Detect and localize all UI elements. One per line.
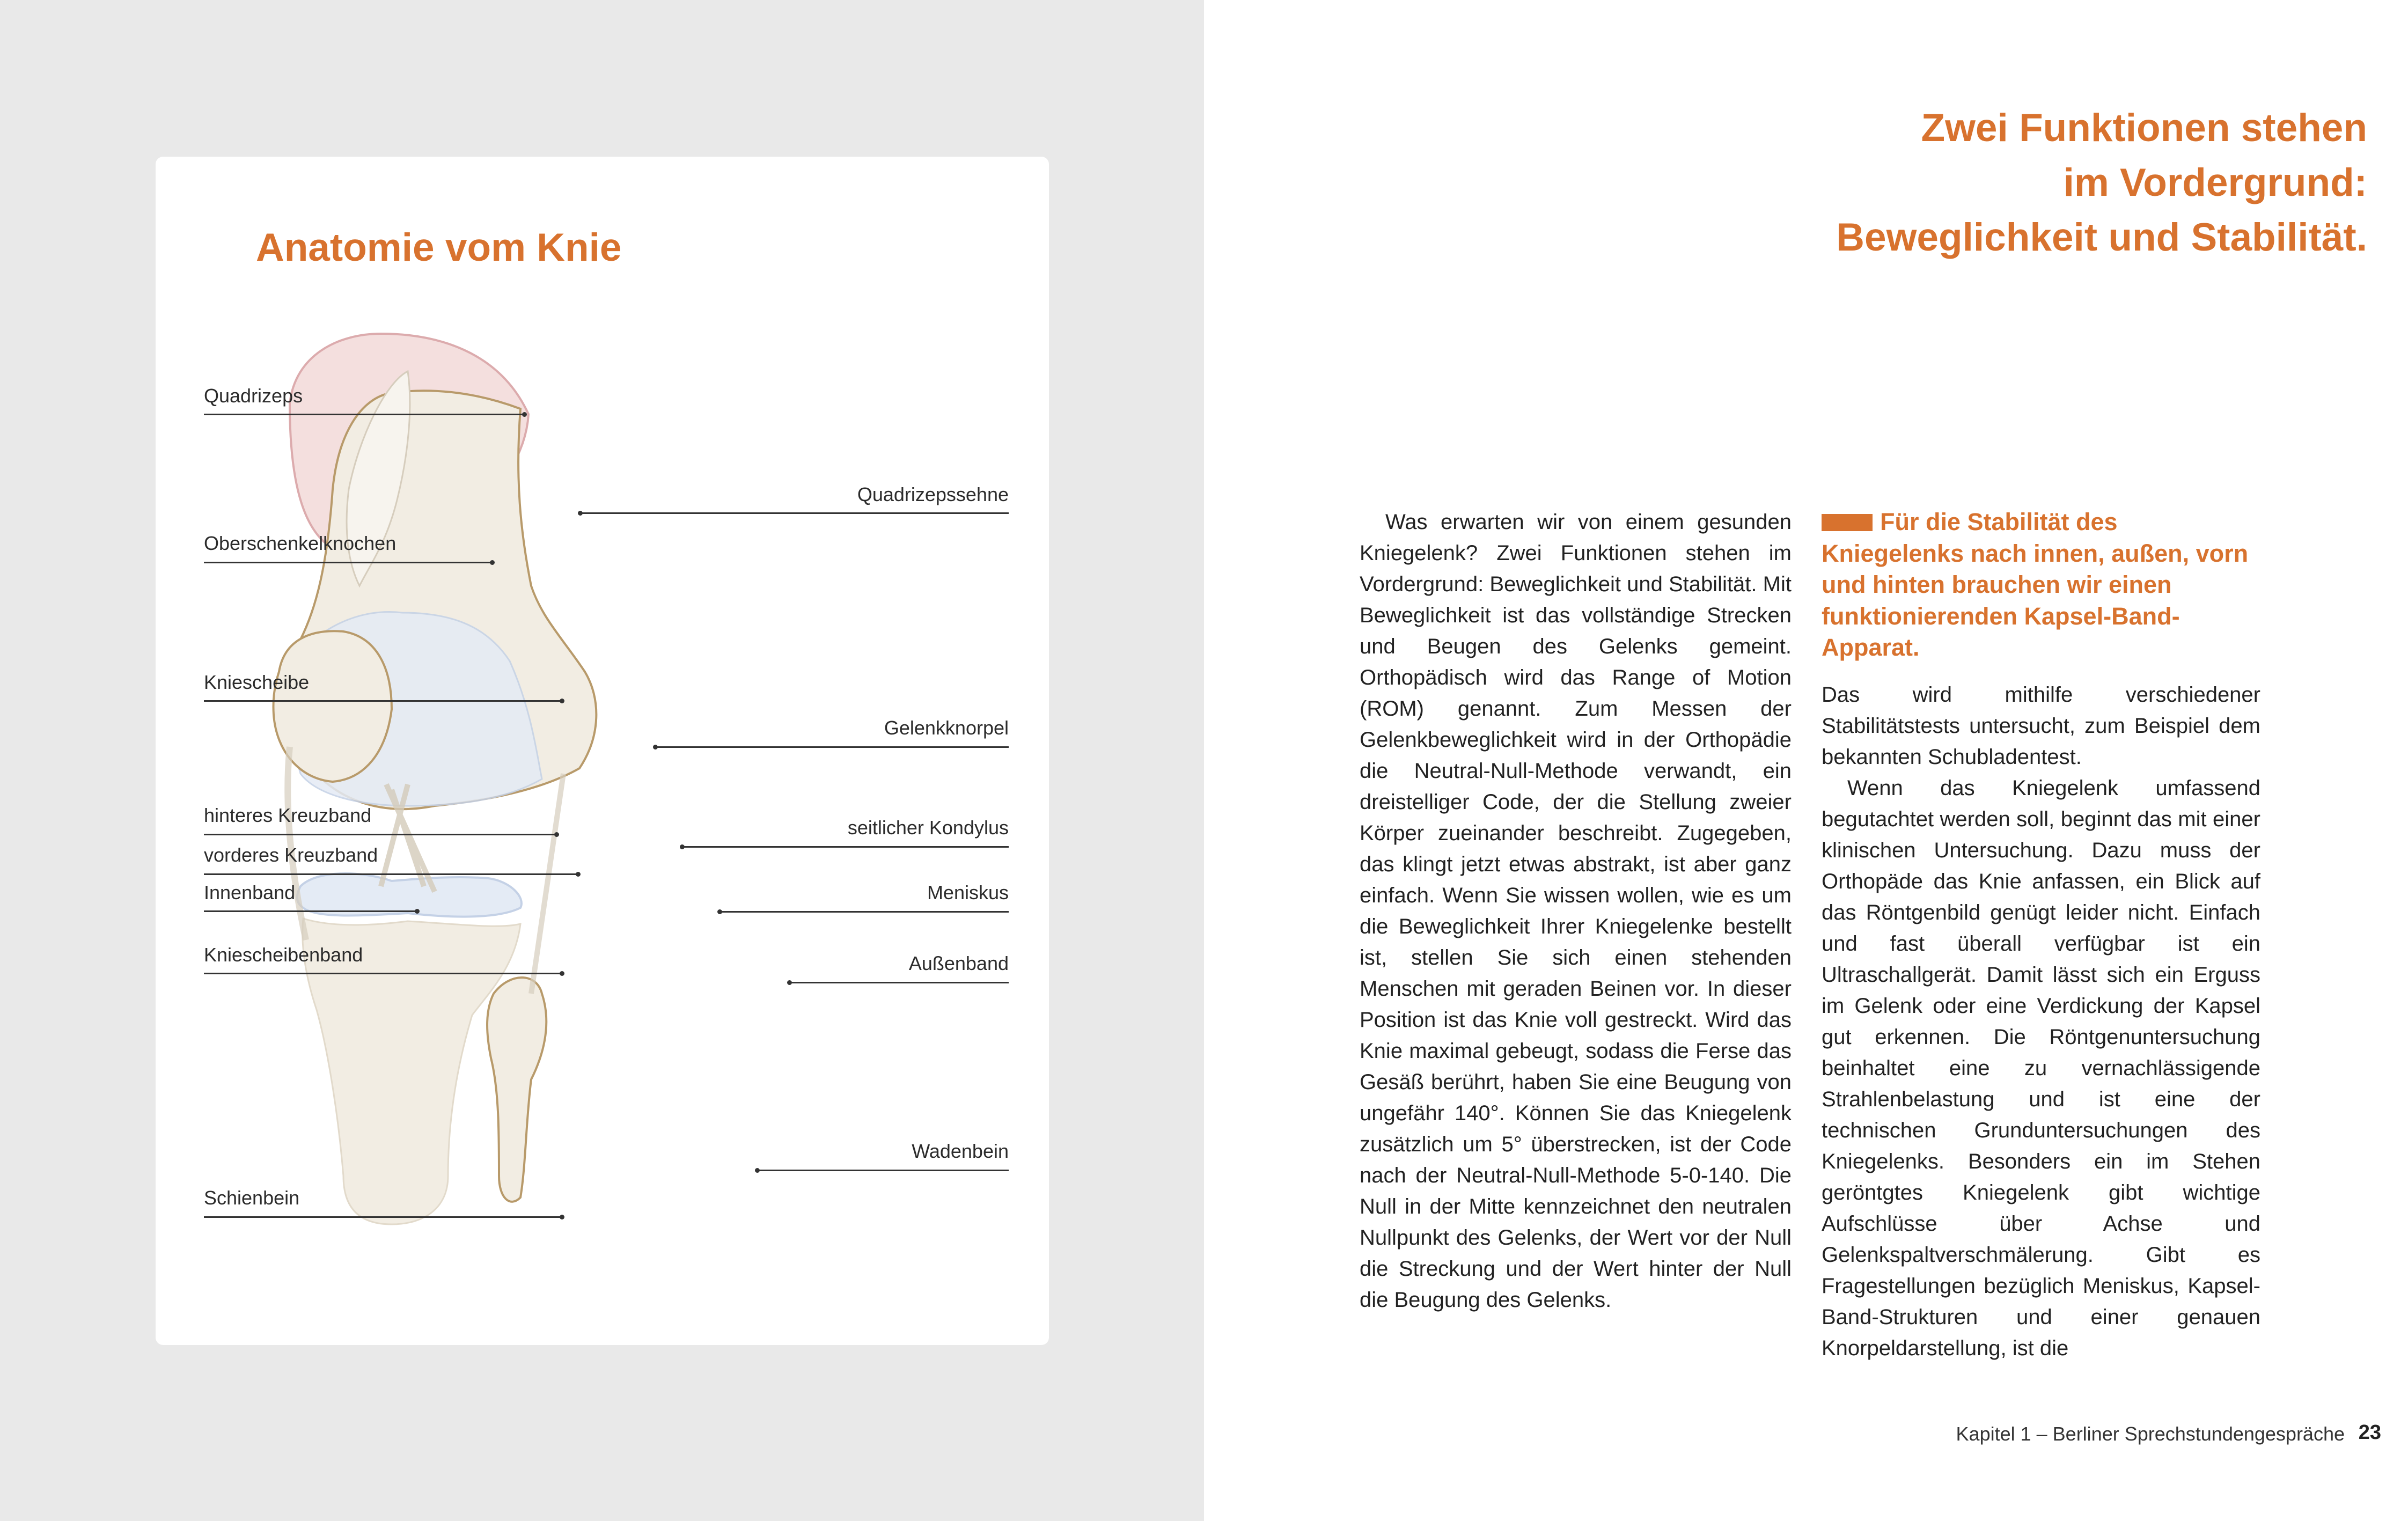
leader-dot-gelenkknorpel <box>653 745 658 750</box>
leader-aussenband <box>789 982 1009 983</box>
label-meniskus: Meniskus <box>927 881 1009 903</box>
headline-line-1: Zwei Funktionen stehen <box>1921 106 2367 150</box>
leader-dot-schienbein <box>560 1215 564 1219</box>
leader-quadrizepssehne <box>579 512 1009 514</box>
leader-dot-meniskus <box>717 909 722 914</box>
leader-kniescheibe <box>204 700 563 702</box>
leader-dot-seitlicher-kondylus <box>680 844 685 849</box>
leader-wadenbein <box>757 1170 1009 1171</box>
leader-schienbein <box>204 1216 563 1218</box>
label-schienbein: Schienbein <box>204 1187 300 1209</box>
leader-dot-quadrizeps <box>522 412 527 417</box>
leader-dot-kniescheibe <box>560 699 564 703</box>
leader-dot-wadenbein <box>755 1168 760 1173</box>
pull-quote-text: Für die Stabilität des Kniegelenks nach innen, außen, vorn und hinten brauchen wir einen funktionierenden Kapsel-Band-Apparat. <box>1822 508 2249 661</box>
leader-seitlicher-kondylus <box>681 846 1009 848</box>
text-column-1 <box>1360 506 1792 1316</box>
lateral-collateral-ligament <box>531 774 563 994</box>
leader-dot-aussenband <box>787 980 792 985</box>
leader-gelenkknorpel <box>655 746 1009 748</box>
pull-quote-bar <box>1822 514 1873 531</box>
pull-quote <box>1822 506 2260 664</box>
label-wadenbein: Wadenbein <box>912 1140 1009 1162</box>
label-kniescheibenband: Kniescheibenband <box>204 944 363 966</box>
leader-hinteres-kreuzband <box>204 834 558 835</box>
leader-kniescheibenband <box>204 973 563 974</box>
knee-illustration <box>156 157 1049 1345</box>
page-number: 23 <box>2358 1421 2381 1444</box>
leader-innenband <box>204 910 419 912</box>
headline-line-3: Beweglichkeit und Stabilität. <box>1836 216 2367 259</box>
label-hinteres-kreuzband: hinteres Kreuzband <box>204 804 372 826</box>
label-aussenband: Außenband <box>908 952 1009 974</box>
label-gelenkknorpel: Gelenkknorpel <box>884 717 1009 739</box>
label-kniescheibe: Kniescheibe <box>204 671 310 693</box>
leader-quadrizeps <box>204 414 526 415</box>
label-seitlicher-kondylus: seitlicher Kondylus <box>847 817 1009 839</box>
article-headline <box>1836 101 2367 265</box>
leader-dot-quadrizepssehne <box>578 511 583 516</box>
text-column-2 <box>1822 506 2260 1364</box>
label-vorderes-kreuzband: vorderes Kreuzband <box>204 844 378 866</box>
leader-vorderes-kreuzband <box>204 873 579 875</box>
leader-dot-hinteres-kreuzband <box>554 832 559 837</box>
running-footer: Kapitel 1 – Berliner Sprechstundengespräche <box>1956 1423 2345 1445</box>
body-paragraph-3: Wenn das Kniegelenk umfassend begutachtet werden soll, beginnt das mit einer klinischen Untersuchung. Dazu muss der Orthopäde das Knie anfassen, ein Blick auf das Röntgenbild genügt leider nicht. Einfach und fast überall verfügbar ist ein Ultraschallgerät. Damit lässt sich ein Erguss im Gelenk oder eine Verdickung der Kapsel gut erkennen. Die Röntgenuntersuchung beinhaltet eine zu vernachlässigende Strahlenbelastung und ist eine der technischen Grunduntersuchungen des Kniegelenks. Besonders ein im Stehen geröntgtes Kniegelenk gibt wichtige Aufschlüsse über Achse und Gelenkspaltverschmälerung. Gibt es Fragestellungen bezüglich Meniskus, Kapsel-Band-Strukturen und einer genauen Knorpeldarstellung, ist die <box>1822 776 2260 1360</box>
fibula-bone <box>487 978 546 1202</box>
leader-dot-innenband <box>415 909 420 914</box>
diagram-title: Anatomie vom Knie <box>256 226 622 269</box>
leader-meniskus <box>719 911 1009 913</box>
label-quadrizepssehne: Quadrizepssehne <box>857 483 1009 505</box>
headline-line-2: im Vordergrund: <box>2063 161 2367 204</box>
label-quadrizeps: Quadrizeps <box>204 385 303 407</box>
leader-dot-kniescheibenband <box>560 971 564 976</box>
leader-dot-oberschenkelknochen <box>490 560 495 565</box>
body-paragraph-2: Das wird mithilfe verschiedener Stabilitätstests untersucht, zum Beispiel dem bekannten Schubladentest. <box>1822 682 2260 769</box>
label-oberschenkelknochen: Oberschenkelknochen <box>204 532 397 554</box>
anatomy-card <box>156 157 1049 1345</box>
body-paragraph-1: Was erwarten wir von einem gesunden Kniegelenk? Zwei Funktionen stehen im Vordergrund: Beweglichkeit und Stabilität. Mit Beweglichkeit ist das vollständige Strecken und Beugen des Gelenks gemeint. Orthopädisch wird das Range of Motion (ROM) genannt. Zum Messen der Gelenkbeweglichkeit wird in der Orthopädie die Neutral-Null-Methode verwandt, ein dreistelliger Code, der die Stellung zweier Körper zueinander beschreibt. Zugegeben, das klingt jetzt etwas abstrakt, ist aber ganz einfach. Wenn Sie wissen wollen, wie es um die Beweglichkeit Ihrer Kniegelenke bestellt ist, stellen Sie sich einen stehenden Menschen mit geraden Beinen vor. In dieser Position ist das Knie voll gestreckt. Wird das Knie maximal gebeugt, sodass die Ferse das Gesäß berührt, haben Sie eine Beugung von ungefähr 140°. Können Sie das Kniegelenk zusätzlich um 5° überstrecken, ist der Code nach der Neutral-Null-Methode 5-0-140. Die Null in der Mitte kennzeichnet den neutralen Nullpunkt des Gelenks, der Wert vor der Null die Streckung und der Wert hinter der Null die Beugung des Gelenks. <box>1360 510 1792 1312</box>
label-innenband: Innenband <box>204 881 296 903</box>
leader-dot-vorderes-kreuzband <box>576 872 581 877</box>
leader-oberschenkelknochen <box>204 562 494 563</box>
